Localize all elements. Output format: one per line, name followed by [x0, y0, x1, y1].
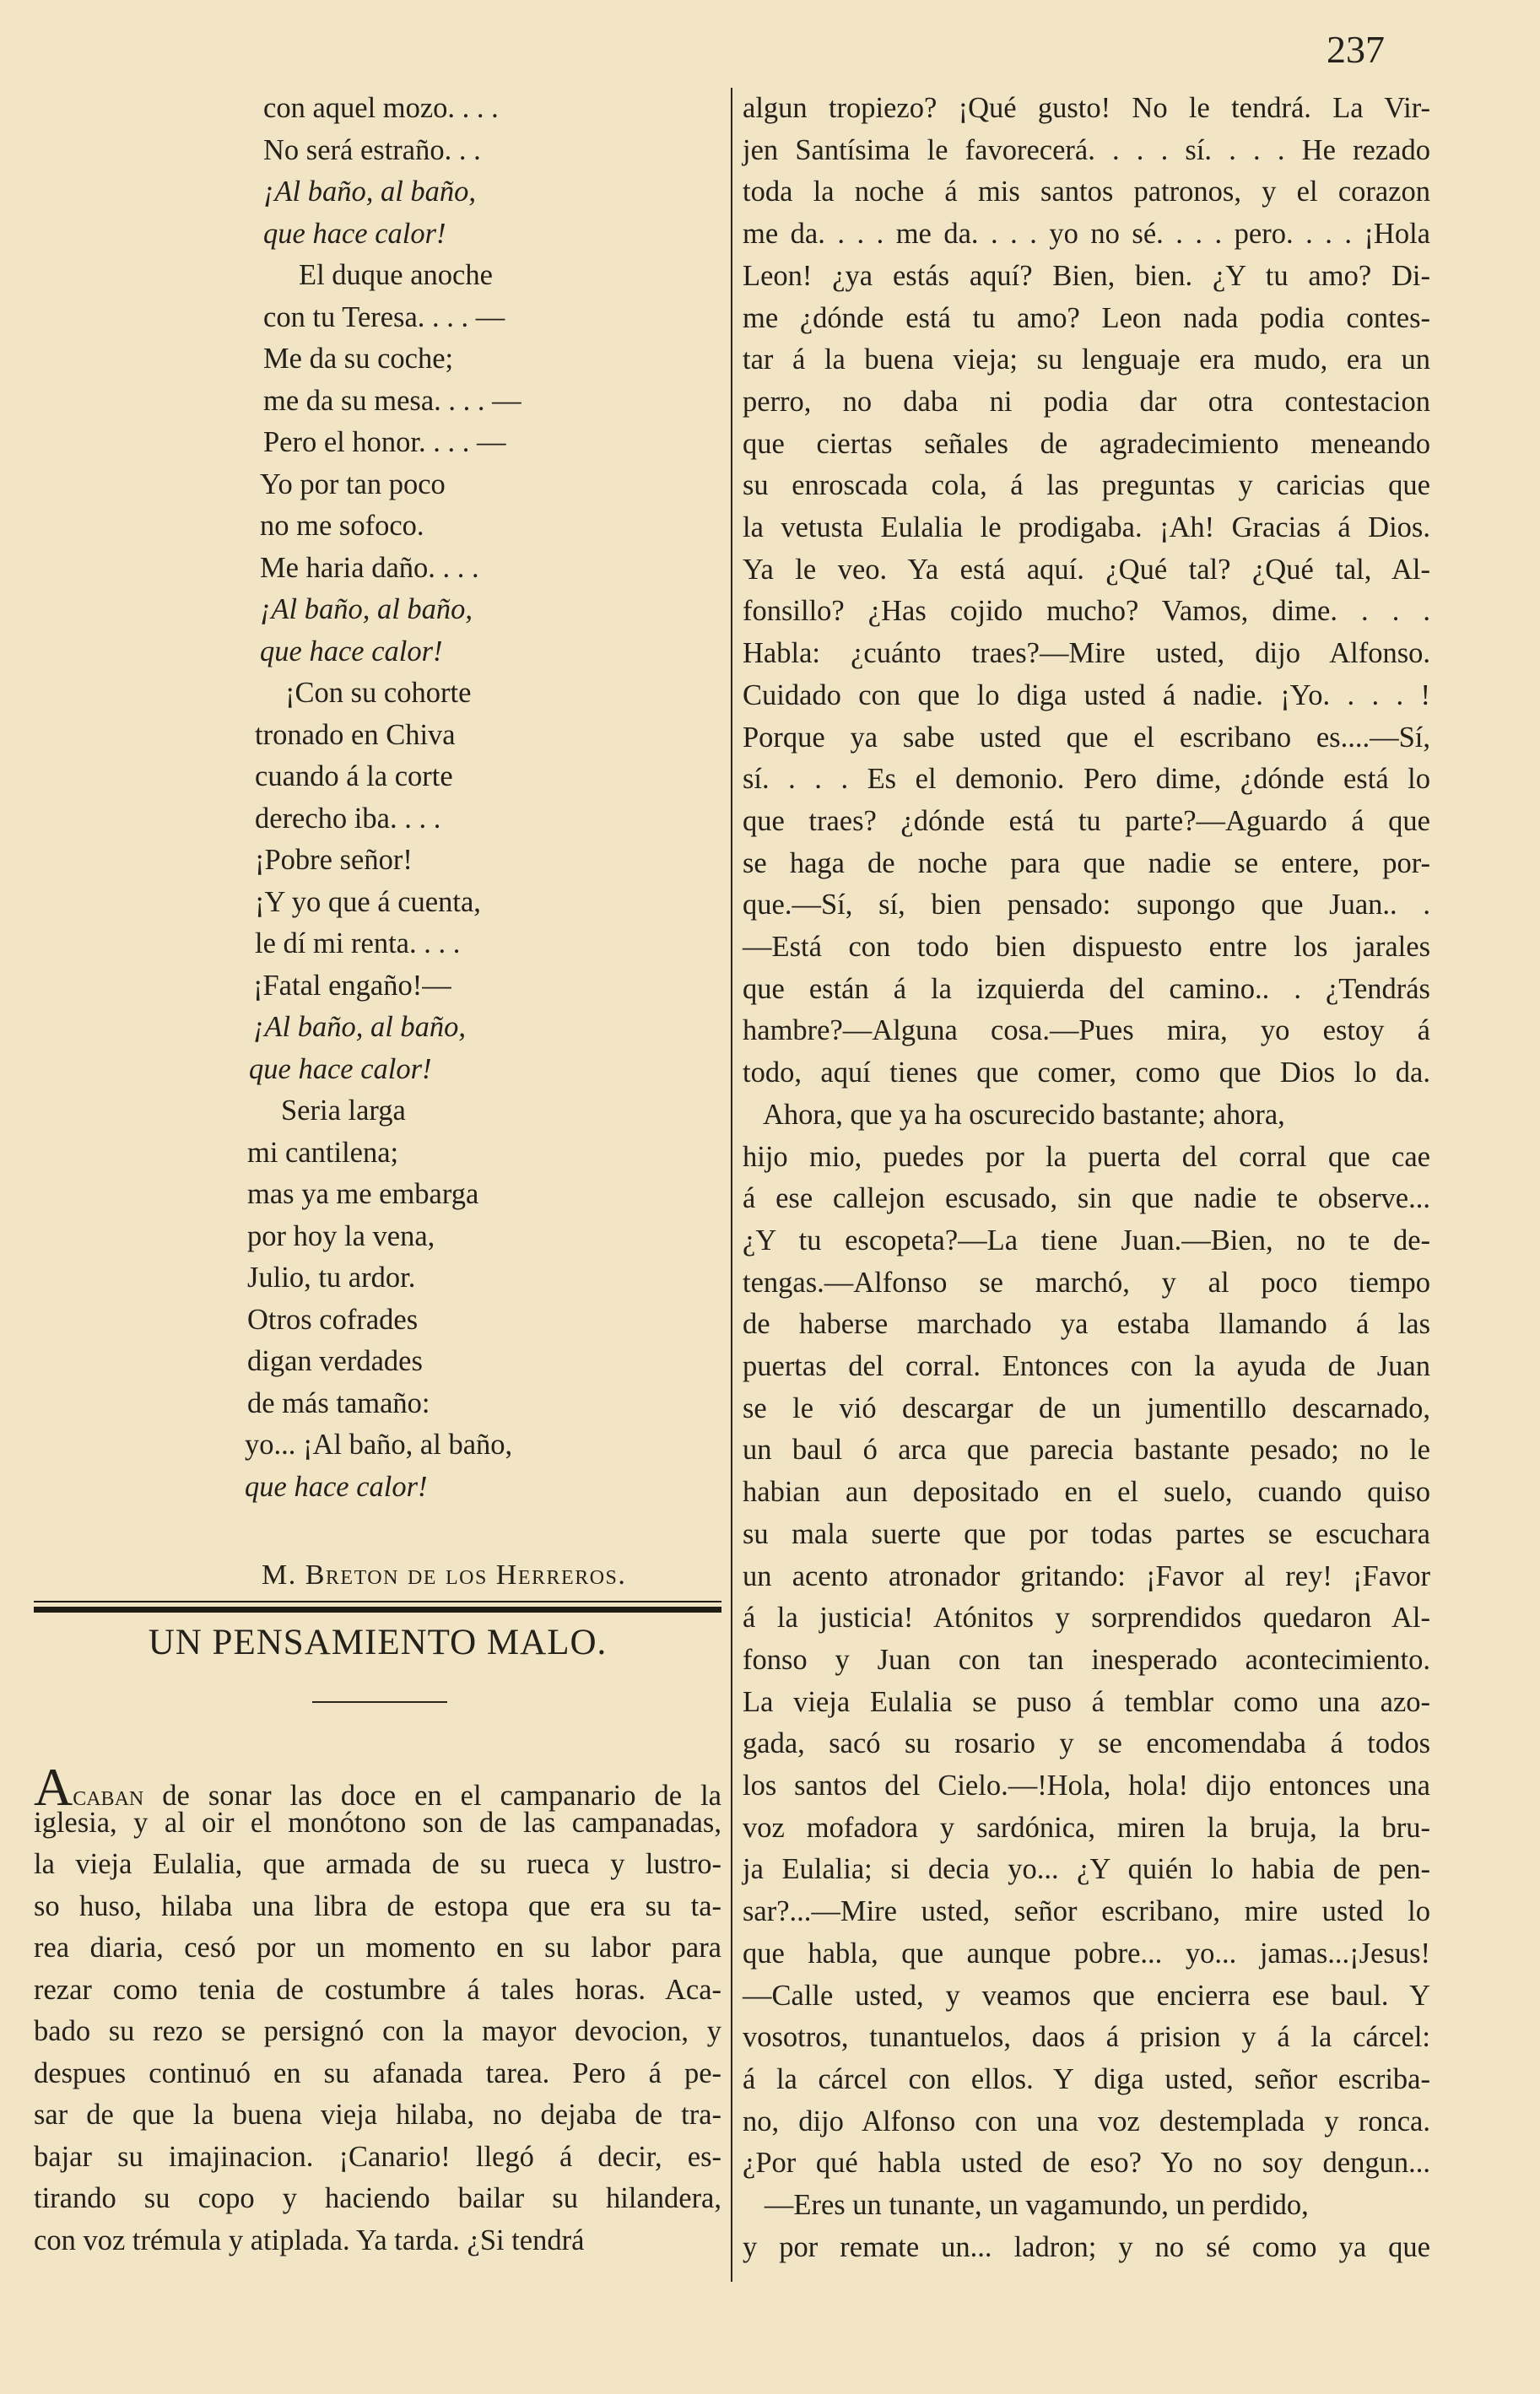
text-line: tirando su copo y haciendo bailar su hilandera, — [34, 2182, 721, 2214]
poem-line: ¡Al baño, al baño, — [263, 176, 477, 208]
poem-line: no me sofoco. — [260, 510, 424, 542]
text-line: fonso y Juan con tan inesperado acontecimiento. — [743, 1643, 1430, 1676]
text-line: que están á la izquierda del camino.. . ¿Tendrás — [743, 972, 1430, 1005]
text-line: sí. . . . Es el demonio. Pero dime, ¿dónde está lo — [743, 763, 1430, 796]
text-line: tengas.—Alfonso se marchó, y al poco tiempo — [743, 1266, 1430, 1299]
text-line: habian aun depositado en el suelo, cuando quiso — [743, 1476, 1430, 1509]
text-line: hambre?—Alguna cosa.—Pues mira, yo estoy á — [743, 1014, 1430, 1047]
text-line: á la justicia! Atónitos y sorprendidos quedaron Al- — [743, 1602, 1430, 1635]
poem-line: yo... ¡Al baño, al baño, — [245, 1429, 513, 1461]
text-line: la vieja Eulalia, que armada de su rueca y lustro- — [34, 1848, 721, 1880]
text-line: hijo mio, puedes por la puerta del corral que cae — [743, 1140, 1430, 1173]
poem-line: ¡Al baño, al baño, — [260, 593, 473, 625]
poem-line: Pero el honor. . . . — — [263, 426, 506, 458]
column-rule — [731, 88, 732, 2282]
poem-line: Yo por tan poco — [260, 467, 446, 500]
text-line: Ya le veo. Ya está aquí. ¿Qué tal? ¿Qué tal, Al- — [743, 553, 1430, 586]
poem-line: que hace calor! — [249, 1052, 432, 1085]
poem-author: M. Breton de los Herreros. — [262, 1559, 627, 1591]
text-line: la vetusta Eulalia le prodigaba. ¡Ah! Gracias á Dios. — [743, 511, 1430, 543]
poem-line: Me da su coche; — [263, 343, 454, 375]
article-title: UN PENSAMIENTO MALO. — [148, 1623, 608, 1662]
poem-line: ¡Al baño, al baño, — [253, 1011, 467, 1043]
text-line: iglesia, y al oir el monótono son de las campanadas, — [34, 1806, 721, 1839]
text-line: un baul ó arca que parecia bastante pesado; no le — [743, 1434, 1430, 1467]
text-line: vosotros, tunantuelos, daos á prision y á la cárcel: — [743, 2021, 1430, 2054]
title-rule — [312, 1701, 447, 1703]
poem-line: de más tamaño: — [247, 1386, 430, 1419]
text-line: no, dijo Alfonso con una voz destemplada y ronca. — [743, 2105, 1430, 2137]
poem-line: No será estraño. . . — [263, 133, 481, 166]
text-line: sar de que la buena vieja hilaba, no dejaba de tra- — [34, 2099, 721, 2131]
separator-thick — [34, 1607, 721, 1613]
text-line: bajar su imajinacion. ¡Canario! llegó á decir, es- — [34, 2140, 721, 2173]
opening-word: caban — [73, 1780, 144, 1812]
first-line-rest: de sonar las doce en el campanario de la — [143, 1780, 721, 1812]
text-line: rezar como tenia de costumbre á tales horas. Aca- — [34, 1973, 721, 2006]
poem-line: por hoy la vena, — [247, 1219, 435, 1252]
poem-line: que hace calor! — [263, 217, 446, 250]
text-line: Habla: ¿cuánto traes?—Mire usted, dijo Alfonso. — [743, 637, 1430, 670]
poem-line: con tu Teresa. . . . — — [263, 300, 505, 333]
drop-cap: A — [34, 1757, 73, 1817]
text-line: que traes? ¿dónde está tu parte?—Aguardo á que — [743, 804, 1430, 837]
text-line: Cuidado con que lo diga usted á nadie. ¡Yo. . . . ! — [743, 678, 1430, 711]
text-line: perro, no daba ni podia dar otra contestacion — [743, 385, 1430, 418]
text-line: y por remate un... ladron; y no sé como ya que — [743, 2230, 1430, 2263]
text-line: —Calle usted, y veamos que encierra ese baul. Y — [743, 1979, 1430, 2012]
text-line: ja Eulalia; si decia yo... ¿Y quién lo habia de pen- — [743, 1853, 1430, 1886]
text-line: me da. . . . me da. . . . yo no sé. . . . pero. . . . ¡Hola — [743, 218, 1430, 251]
text-line: ¿Por qué habla usted de eso? Yo no soy dengun... — [743, 2147, 1430, 2180]
text-line: Ahora, que ya ha oscurecido bastante; ahora, — [743, 1098, 1285, 1131]
poem-line: que hace calor! — [260, 635, 443, 667]
text-line: toda la noche á mis santos patronos, y el corazon — [743, 176, 1430, 208]
text-line: me ¿dónde está tu amo? Leon nada podia contes- — [743, 301, 1430, 334]
text-line: Porque ya sabe usted que el escribano es....—Sí, — [743, 721, 1430, 754]
text-line: todo, aquí tienes que comer, como que Dios lo da. — [743, 1056, 1430, 1089]
text-line: rea diaria, cesó por un momento en su labor para — [34, 1932, 721, 1964]
text-line: puertas del corral. Entonces con la ayuda de Juan — [743, 1350, 1430, 1382]
poem-line: Otros cofrades — [247, 1303, 419, 1336]
text-line: á la cárcel con ellos. Y diga usted, señor escriba- — [743, 2062, 1430, 2095]
poem-line: le dí mi renta. . . . — [255, 927, 461, 959]
text-line: los santos del Cielo.—!Hola, hola! dijo entonces una — [743, 1770, 1430, 1802]
text-line: —Está con todo bien dispuesto entre los jarales — [743, 931, 1430, 963]
text-line: su enroscada cola, á las preguntas y caricias que — [743, 469, 1430, 502]
poem-line: cuando á la corte — [255, 760, 453, 792]
text-line: jen Santísima le favorecerá. . . . sí. . . . He rezado — [743, 133, 1430, 166]
poem-line: derecho iba. . . . — [255, 802, 441, 835]
text-line: se le vió descargar de un jumentillo descarnado, — [743, 1392, 1430, 1424]
poem-line: digan verdades — [247, 1345, 423, 1377]
text-line: La vieja Eulalia se puso á temblar como una azo- — [743, 1685, 1430, 1718]
poem-line: mas ya me embarga — [247, 1178, 479, 1210]
poem-line: mi cantilena; — [247, 1136, 399, 1169]
text-line: con voz trémula y atiplada. Ya tarda. ¿Si tendrá — [34, 2224, 585, 2256]
poem-line: Seria larga — [281, 1094, 406, 1127]
poem-line: ¡Con su cohorte — [285, 677, 472, 709]
text-line: que ciertas señales de agradecimiento meneando — [743, 427, 1430, 460]
text-line: voz mofadora y sardónica, miren la bruja, la bru- — [743, 1811, 1430, 1844]
text-line: de haberse marchado ya estaba llamando á las — [743, 1308, 1430, 1341]
text-line: Leon! ¿ya estás aquí? Bien, bien. ¿Y tu amo? Di- — [743, 259, 1430, 292]
text-line: su mala suerte que por todas partes se escuchara — [743, 1517, 1430, 1550]
poem-line: ¡Y yo que á cuenta, — [255, 885, 481, 918]
poem-line: ¡Pobre señor! — [255, 844, 413, 876]
poem-line: tronado en Chiva — [255, 718, 456, 751]
poem-line: Julio, tu ardor. — [247, 1262, 416, 1294]
text-line: so huso, hilaba una libra de estopa que era su ta- — [34, 1889, 721, 1922]
poem-line: Me haria daño. . . . — [260, 551, 479, 584]
text-line: tar á la buena vieja; su lenguaje era mudo, era un — [743, 343, 1430, 376]
text-line: fonsillo? ¿Has cojido mucho? Vamos, dime. . . . — [743, 595, 1430, 628]
text-line: se haga de noche para que nadie se entere, por- — [743, 846, 1430, 879]
text-line: que habla, que aunque pobre... yo... jamas...¡Jesus! — [743, 1937, 1430, 1970]
text-line: gada, sacó su rosario y se encomendaba á todos — [743, 1727, 1430, 1760]
text-line: ¿Y tu escopeta?—La tiene Juan.—Bien, no te de- — [743, 1224, 1430, 1256]
page-number: 237 — [1327, 28, 1385, 71]
text-line: que.—Sí, sí, bien pensado: supongo que Juan.. . — [743, 889, 1430, 921]
poem-line: que hace calor! — [245, 1470, 428, 1503]
text-line: algun tropiezo? ¡Qué gusto! No le tendrá. La Vir- — [743, 92, 1430, 124]
text-line: sar?...—Mire usted, señor escribano, mire usted lo — [743, 1895, 1430, 1928]
poem-line: El duque anoche — [299, 259, 493, 291]
separator-thin — [34, 1601, 721, 1602]
text-line: á ese callejon escusado, sin que nadie te observe... — [743, 1182, 1430, 1215]
text-line: un acento atronador gritando: ¡Favor al rey! ¡Favor — [743, 1559, 1430, 1592]
text-line: —Eres un tunante, un vagamundo, un perdido, — [743, 2189, 1309, 2221]
poem-line: ¡Fatal engaño!— — [253, 969, 451, 1002]
poem-line: con aquel mozo. . . . — [263, 92, 499, 124]
text-line: bado su rezo se persignó con la mayor devocion, y — [34, 2015, 721, 2047]
poem-line: me da su mesa. . . . — — [263, 384, 521, 417]
text-line: despues continuó en su afanada tarea. Pero á pe- — [34, 2056, 721, 2089]
